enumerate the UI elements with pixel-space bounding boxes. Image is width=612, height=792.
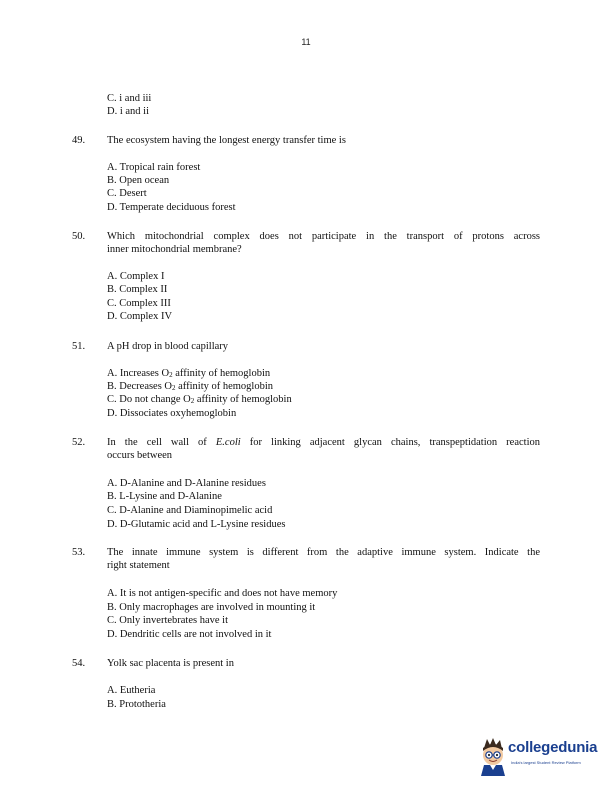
question-text-line: occurs between	[107, 450, 173, 461]
option-c: C. Complex III	[107, 298, 171, 309]
option-c: C. Only invertebrates have it	[107, 615, 229, 626]
option-c: C. Do not change $O_2$ affinity of hemoglobin	[107, 394, 292, 405]
question-text	[107, 436, 540, 462]
question-text: A pH drop in blood capillary	[107, 341, 229, 352]
option-a: A. It is not antigen-specific and does not have memory	[107, 588, 338, 599]
option-b: B. Complex II	[107, 284, 168, 295]
question-text: Yolk sac placenta is present in	[107, 658, 234, 669]
carryover-option-d: D. i and ii	[107, 106, 149, 117]
question-number: 51.	[72, 341, 86, 352]
option-c: C. D-Alanine and Diaminopimelic acid	[107, 505, 273, 516]
option-a: A. Eutheria	[107, 685, 156, 696]
question-text: The ecosystem having the longest energy transfer time is	[107, 135, 346, 146]
option-d: D. Temperate deciduous forest	[107, 202, 236, 213]
organism-name: E.coli	[215, 437, 241, 448]
option-a: A. Complex I	[107, 271, 165, 282]
question-number: 49.	[72, 135, 86, 146]
mascot-icon	[478, 736, 508, 776]
option-b: B. Only macrophages are involved in mounting it	[107, 602, 316, 613]
question-number: 53.	[72, 547, 86, 558]
option-d: D. Dissociates oxyhemoglobin	[107, 408, 237, 419]
option-c: C. Desert	[107, 188, 147, 199]
option-d: D. Dendritic cells are not involved in it	[107, 629, 272, 640]
question-number: 50.	[72, 231, 86, 242]
question-text-line: inner mitochondrial membrane?	[107, 244, 242, 255]
logo-tagline: India's largest Student Review Platform	[511, 760, 581, 765]
option-a: A. D-Alanine and D-Alanine residues	[107, 478, 266, 489]
question-text-line: right statement	[107, 560, 170, 571]
logo-wordmark: collegedunia	[508, 739, 598, 756]
question-text	[107, 230, 540, 256]
question-number: 54.	[72, 658, 86, 669]
option-a: A. Tropical rain forest	[107, 162, 201, 173]
carryover-option-c: C. i and iii	[107, 93, 152, 104]
option-d: D. D-Glutamic acid and L-Lysine residues	[107, 519, 286, 530]
question-text	[107, 546, 540, 572]
question-number: 52.	[72, 437, 86, 448]
option-d: D. Complex IV	[107, 311, 173, 322]
collegedunia-logo	[478, 736, 608, 778]
option-b: B. L-Lysine and D-Alanine	[107, 491, 222, 502]
question-text-line: Which mitochondrial complex does not participate in the transport of protons across	[107, 231, 540, 242]
question-text-line: The innate immune system is different from the adaptive immune system. Indicate the	[107, 547, 540, 558]
option-b: B. Decreases $O_2$ affinity of hemoglobin	[107, 381, 274, 392]
page-number: 11	[301, 37, 311, 47]
option-b: B. Prototheria	[107, 699, 166, 710]
option-a: A. Increases $O_2$ affinity of hemoglobin	[107, 368, 271, 379]
option-b: B. Open ocean	[107, 175, 170, 186]
question-text-line: In the cell wall of E.coli for linking adjacent glycan chains, transpeptidation reaction	[107, 437, 540, 448]
